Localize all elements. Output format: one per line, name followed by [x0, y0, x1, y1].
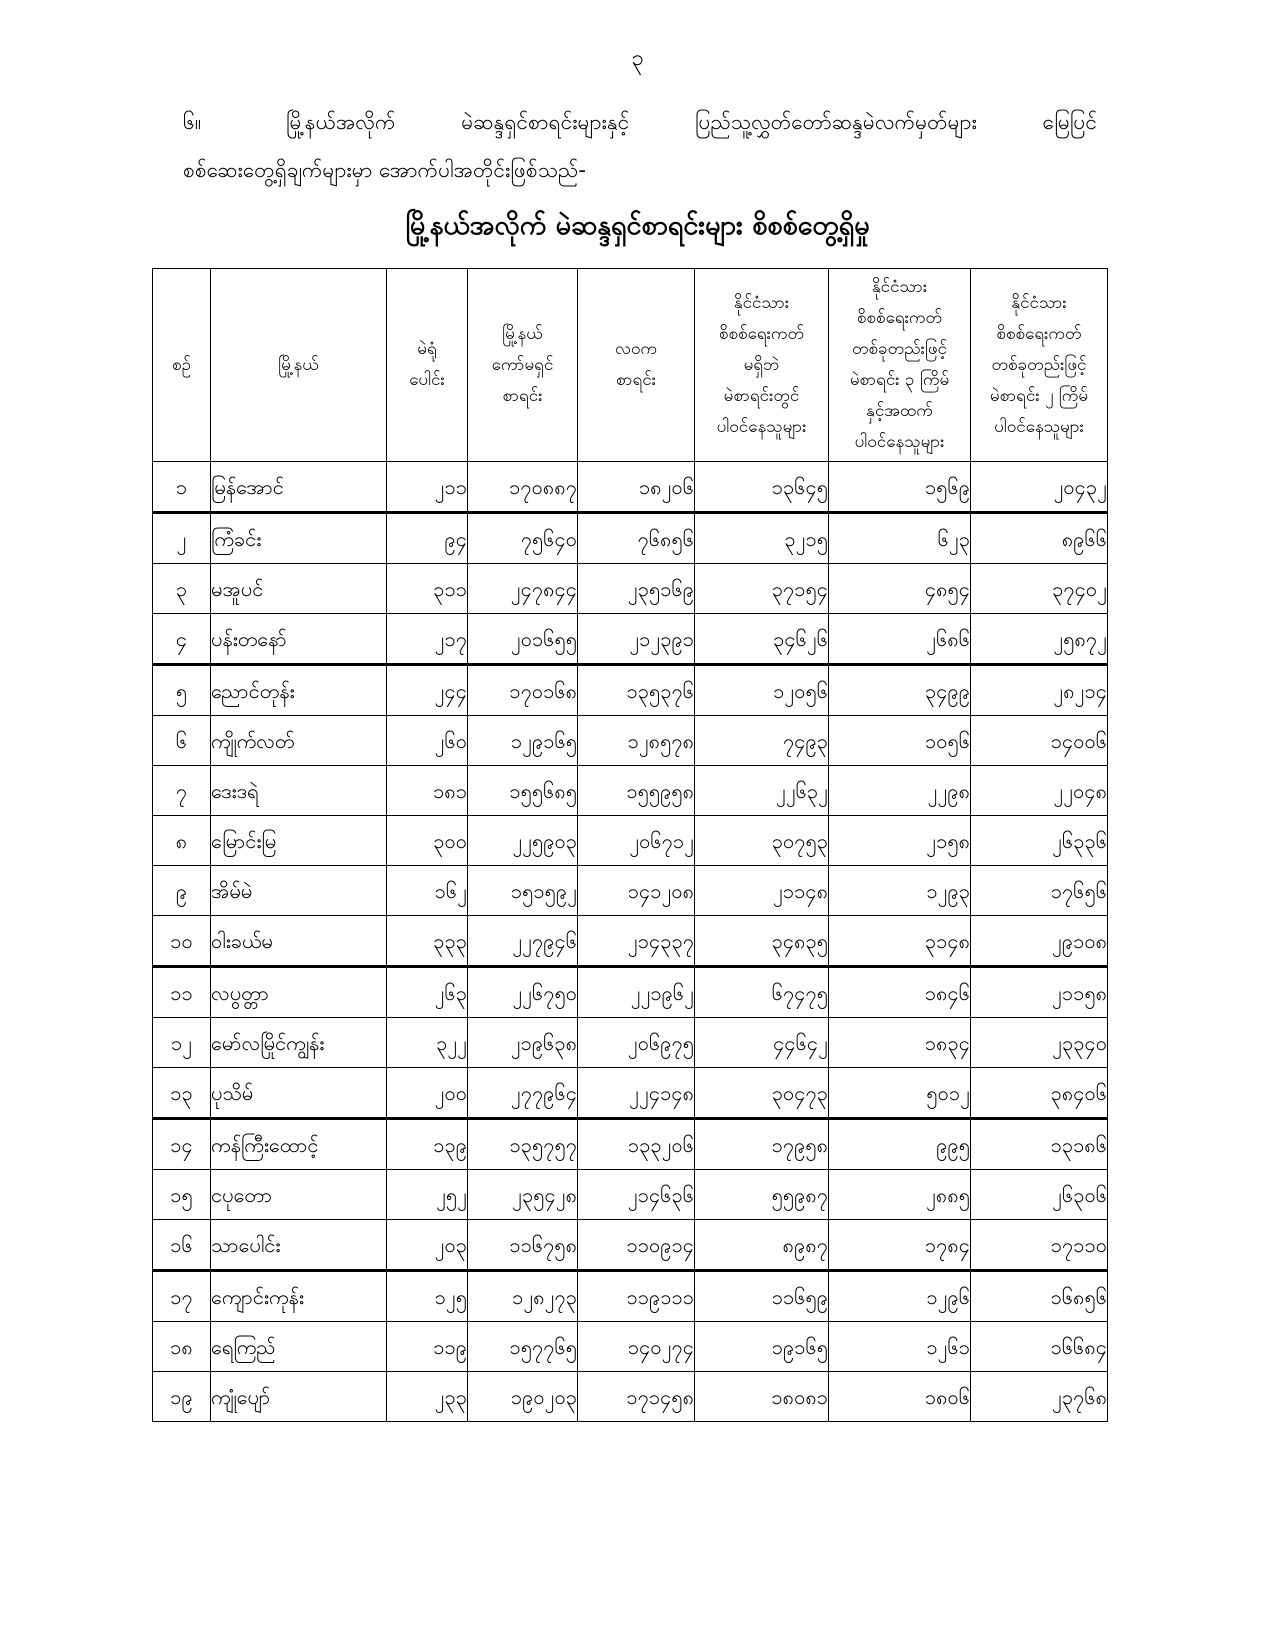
cell-commission-list: ၁၁၆၇၅၈	[468, 1220, 578, 1271]
cell-id-three-plus-times: ၂၂၉၈	[829, 766, 971, 816]
cell-serial: ၁	[153, 462, 211, 513]
cell-id-three-plus-times: ၁၂၉၃	[829, 866, 971, 916]
cell-serial: ၁၉	[153, 1372, 211, 1422]
cell-immigration-list: ၁၁၀၉၁၄	[578, 1220, 695, 1271]
table-row	[153, 462, 1108, 513]
cell-commission-list: ၂၃၅၄၂၈	[468, 1170, 578, 1220]
cell-serial: ၅	[153, 665, 211, 716]
cell-immigration-list: ၁၄၀၂၇၄	[578, 1322, 695, 1372]
cell-polling-stations: ၃၂၂	[387, 1018, 468, 1068]
cell-immigration-list: ၂၁၄၆၃၆	[578, 1170, 695, 1220]
cell-id-three-plus-times: ၂၁၅၈	[829, 816, 971, 866]
header-id-three-plus-times	[829, 269, 971, 462]
table-body	[153, 462, 1108, 1422]
cell-commission-list: ၁၅၇၇၆၅	[468, 1322, 578, 1372]
cell-township: ဒေးဒရဲ	[211, 766, 387, 816]
cell-commission-list: ၁၇၀၈၈၇	[468, 462, 578, 513]
header-label: နိုင်ငံသား စိစစ်ရေးကတ် တစ်ခုတည်းဖြင့် မဲစာရင်း ၂ ကြိမ် ပါဝင်နေသူများ	[989, 292, 1089, 437]
header-township	[211, 269, 387, 462]
cell-no-id-card: ၁၃၆၄၅	[695, 462, 829, 513]
cell-id-two-times: ၂၃၃၄၀	[971, 1018, 1108, 1068]
cell-id-three-plus-times: ၃၄၉၉	[829, 665, 971, 716]
paragraph-line: စစ်ဆေးတွေ့ရှိချက်များမှာ အောက်ပါအတိုင်းဖြစ်သည်-	[183, 158, 586, 182]
cell-id-two-times: ၃၈၄၀၆	[971, 1068, 1108, 1119]
cell-township: ငပုတော	[211, 1170, 387, 1220]
cell-serial: ၈	[153, 816, 211, 866]
cell-immigration-list: ၁၅၅၉၅၈	[578, 766, 695, 816]
cell-serial: ၁၇	[153, 1271, 211, 1322]
cell-polling-stations: ၁၂၅	[387, 1271, 468, 1322]
cell-immigration-list: ၂၁၂၃၉၁	[578, 614, 695, 665]
cell-id-two-times: ၂၉၁၀၈	[971, 916, 1108, 967]
cell-commission-list: ၁၅၅၆၈၅	[468, 766, 578, 816]
cell-commission-list: ၂၂၆၇၅၀	[468, 967, 578, 1018]
table-header-row	[153, 269, 1108, 462]
cell-immigration-list: ၂၃၅၁၆၉	[578, 564, 695, 614]
cell-no-id-card: ၃၀၄၇၃	[695, 1068, 829, 1119]
cell-id-two-times: ၃၇၄၀၂	[971, 564, 1108, 614]
cell-id-two-times: ၂၂၀၄၈	[971, 766, 1108, 816]
header-serial	[153, 269, 211, 462]
cell-immigration-list: ၁၃၅၃၇၆	[578, 665, 695, 716]
header-label: နိုင်ငံသား စိစစ်ရေးကတ် မရှိဘဲ မဲစာရင်းတွင် ပါဝင်နေသူများ	[716, 292, 807, 437]
table-row	[153, 513, 1108, 564]
cell-commission-list: ၁၂၈၂၇၃	[468, 1271, 578, 1322]
cell-id-two-times: ၁၆၆၈၄	[971, 1322, 1108, 1372]
cell-id-two-times: ၂၈၂၁၄	[971, 665, 1108, 716]
table-row	[153, 766, 1108, 816]
voter-list-table	[152, 268, 1108, 1422]
table-row	[153, 866, 1108, 916]
header-no-id-card	[695, 269, 829, 462]
cell-id-three-plus-times: ၂၈၈၅	[829, 1170, 971, 1220]
cell-township: မြန်အောင်	[211, 462, 387, 513]
cell-polling-stations: ၁၈၁	[387, 766, 468, 816]
cell-immigration-list: ၁၂၈၅၇၈	[578, 716, 695, 766]
cell-polling-stations: ၃၁၁	[387, 564, 468, 614]
cell-id-three-plus-times: ၉၉၅	[829, 1119, 971, 1170]
cell-polling-stations: ၂၄၄	[387, 665, 468, 716]
cell-immigration-list: ၂၀၆၉၇၅	[578, 1018, 695, 1068]
cell-id-two-times: ၁၇၁၁၀	[971, 1220, 1108, 1271]
table-row	[153, 1119, 1108, 1170]
cell-polling-stations: ၉၄	[387, 513, 468, 564]
cell-polling-stations: ၃၀၀	[387, 816, 468, 866]
cell-commission-list: ၇၅၆၄၀	[468, 513, 578, 564]
cell-serial: ၁၀	[153, 916, 211, 967]
cell-polling-stations: ၂၁၇	[387, 614, 468, 665]
cell-polling-stations: ၁၆၂	[387, 866, 468, 916]
cell-id-three-plus-times: ၄၈၅၄	[829, 564, 971, 614]
cell-township: ဝါးခယ်မ	[211, 916, 387, 967]
cell-id-three-plus-times: ၁၈၄၆	[829, 967, 971, 1018]
cell-immigration-list: ၂၁၄၃၃၇	[578, 916, 695, 967]
cell-immigration-list: ၁၃၃၂၀၆	[578, 1119, 695, 1170]
cell-serial: ၉	[153, 866, 211, 916]
cell-id-three-plus-times: ၁၈၃၄	[829, 1018, 971, 1068]
cell-id-three-plus-times: ၂၆၈၆	[829, 614, 971, 665]
table-row	[153, 665, 1108, 716]
cell-id-three-plus-times: ၃၁၄၈	[829, 916, 971, 967]
cell-id-two-times: ၂၅၈၇၂	[971, 614, 1108, 665]
cell-township: ကန်ကြီးထောင့်	[211, 1119, 387, 1170]
table-row	[153, 1372, 1108, 1422]
cell-serial: ၆	[153, 716, 211, 766]
cell-polling-stations: ၂၆၀	[387, 716, 468, 766]
cell-township: လပွတ္တာ	[211, 967, 387, 1018]
cell-commission-list: ၁၃၅၇၅၇	[468, 1119, 578, 1170]
cell-immigration-list: ၁၇၁၄၅၈	[578, 1372, 695, 1422]
cell-id-three-plus-times: ၅၀၁၂	[829, 1068, 971, 1119]
cell-township: မော်လမြိုင်ကျွန်း	[211, 1018, 387, 1068]
table-row	[153, 1170, 1108, 1220]
cell-id-two-times: ၁၃၁၈၆	[971, 1119, 1108, 1170]
header-label: လဝက စာရင်း	[614, 339, 658, 390]
cell-id-two-times: ၁၄၀၀၆	[971, 716, 1108, 766]
cell-id-two-times: ၈၉၆၆	[971, 513, 1108, 564]
header-label: နိုင်ငံသား စိစစ်ရေးကတ် တစ်ခုတည်းဖြင့် မဲစာရင်း ၃ ကြိမ် နှင့်အထက် ပါဝင်နေသူများ	[849, 277, 950, 452]
cell-commission-list: ၂၂၇၉၄၆	[468, 916, 578, 967]
cell-township: အိမ်မဲ	[211, 866, 387, 916]
cell-commission-list: ၂၁၉၆၃၈	[468, 1018, 578, 1068]
cell-no-id-card: ၁၈၀၈၁	[695, 1372, 829, 1422]
cell-serial: ၃	[153, 564, 211, 614]
cell-polling-stations: ၁၃၉	[387, 1119, 468, 1170]
table-row	[153, 716, 1108, 766]
cell-township: ပန်းတနော်	[211, 614, 387, 665]
table-row	[153, 916, 1108, 967]
table-row	[153, 1068, 1108, 1119]
cell-commission-list: ၁၅၁၅၉၂	[468, 866, 578, 916]
cell-polling-stations: ၂၆၃	[387, 967, 468, 1018]
cell-id-three-plus-times: ၁၈၀၆	[829, 1372, 971, 1422]
cell-polling-stations: ၃၃၃	[387, 916, 468, 967]
cell-serial: ၂	[153, 513, 211, 564]
cell-immigration-list: ၁၁၉၁၁၁	[578, 1271, 695, 1322]
table-row	[153, 1018, 1108, 1068]
cell-township: မအူပင်	[211, 564, 387, 614]
cell-immigration-list: ၂၂၄၁၄၈	[578, 1068, 695, 1119]
cell-id-three-plus-times: ၁၂၉၆	[829, 1271, 971, 1322]
cell-commission-list: ၂၇၇၉၆၄	[468, 1068, 578, 1119]
cell-serial: ၁၈	[153, 1322, 211, 1372]
cell-id-two-times: ၂၆၃၃၆	[971, 816, 1108, 866]
cell-immigration-list: ၂၀၆၇၁၂	[578, 816, 695, 866]
cell-serial: ၁၁	[153, 967, 211, 1018]
cell-no-id-card: ၃၀၇၅၃	[695, 816, 829, 866]
cell-no-id-card: ၃၇၁၅၄	[695, 564, 829, 614]
header-id-two-times	[971, 269, 1108, 462]
cell-id-three-plus-times: ၁၅၆၉	[829, 462, 971, 513]
header-label: မြို့နယ် ကော်မရှင် စာရင်း	[491, 323, 554, 406]
cell-serial: ၁၃	[153, 1068, 211, 1119]
cell-no-id-card: ၃၄၆၂၆	[695, 614, 829, 665]
header-commission-list	[468, 269, 578, 462]
cell-township: ကျုံပျော်	[211, 1372, 387, 1422]
cell-id-three-plus-times: ၁၂၆၁	[829, 1322, 971, 1372]
header-label: မဲရုံ ပေါင်း	[409, 339, 445, 390]
cell-serial: ၁၅	[153, 1170, 211, 1220]
cell-polling-stations: ၁၁၉	[387, 1322, 468, 1372]
cell-no-id-card: ၁၂၀၅၆	[695, 665, 829, 716]
page-number: ၃	[631, 46, 644, 71]
cell-id-three-plus-times: ၆၂၃	[829, 513, 971, 564]
cell-commission-list: ၂၂၅၉၀၃	[468, 816, 578, 866]
header-label: မြို့နယ်	[278, 354, 319, 375]
cell-township: မြောင်းမြ	[211, 816, 387, 866]
cell-serial: ၁၄	[153, 1119, 211, 1170]
cell-no-id-card: ၁၁၆၅၉	[695, 1271, 829, 1322]
cell-no-id-card: ၁၇၉၅၈	[695, 1119, 829, 1170]
table-title: မြို့နယ်အလိုက် မဲဆန္ဒရှင်စာရင်းများ စိစစ်တွေ့ရှိမှု	[405, 210, 870, 241]
cell-id-two-times: ၁၆၈၅၆	[971, 1271, 1108, 1322]
cell-polling-stations: ၂၀၀	[387, 1068, 468, 1119]
cell-id-two-times: ၁၇၆၅၆	[971, 866, 1108, 916]
cell-township: ပုသိမ်	[211, 1068, 387, 1119]
cell-commission-list: ၂၀၁၆၅၅	[468, 614, 578, 665]
table-row	[153, 1322, 1108, 1372]
cell-no-id-card: ၇၄၉၃	[695, 716, 829, 766]
cell-id-two-times: ၂၀၄၃၂	[971, 462, 1108, 513]
table-row	[153, 614, 1108, 665]
header-label: စဉ်	[172, 354, 191, 375]
cell-id-two-times: ၂၃၇၆၈	[971, 1372, 1108, 1422]
cell-polling-stations: ၂၃၃	[387, 1372, 468, 1422]
cell-polling-stations: ၂၅၂	[387, 1170, 468, 1220]
cell-no-id-card: ၂၁၁၄၈	[695, 866, 829, 916]
cell-serial: ၁၂	[153, 1018, 211, 1068]
cell-id-three-plus-times: ၁၇၈၄	[829, 1220, 971, 1271]
cell-township: သာပေါင်း	[211, 1220, 387, 1271]
cell-township: ကျောင်းကုန်း	[211, 1271, 387, 1322]
cell-id-two-times: ၂၁၁၅၈	[971, 967, 1108, 1018]
table-row	[153, 564, 1108, 614]
cell-immigration-list: ၂၂၁၉၆၂	[578, 967, 695, 1018]
cell-no-id-card: ၄၄၆၄၂	[695, 1018, 829, 1068]
cell-no-id-card: ၃၄၈၃၅	[695, 916, 829, 967]
cell-id-three-plus-times: ၁၀၅၆	[829, 716, 971, 766]
cell-township: ရေကြည်	[211, 1322, 387, 1372]
cell-no-id-card: ၂၂၆၃၂	[695, 766, 829, 816]
cell-polling-stations: ၂၀၃	[387, 1220, 468, 1271]
cell-commission-list: ၁၇၀၁၆၈	[468, 665, 578, 716]
cell-immigration-list: ၁၄၁၂၀၈	[578, 866, 695, 916]
header-polling-stations	[387, 269, 468, 462]
header-immigration-list	[578, 269, 695, 462]
paragraph-number: ၆။	[183, 110, 202, 134]
table-row	[153, 816, 1108, 866]
cell-no-id-card: ၈၉၈၇	[695, 1220, 829, 1271]
cell-township: ကျိုက်လတ်	[211, 716, 387, 766]
cell-no-id-card: ၃၂၁၅	[695, 513, 829, 564]
cell-immigration-list: ၇၆၈၅၆	[578, 513, 695, 564]
cell-no-id-card: ၁၉၁၆၅	[695, 1322, 829, 1372]
table-row	[153, 1220, 1108, 1271]
cell-township: ကြံခင်း	[211, 513, 387, 564]
cell-commission-list: ၁၂၉၁၆၅	[468, 716, 578, 766]
cell-no-id-card: ၅၅၉၈၇	[695, 1170, 829, 1220]
cell-immigration-list: ၁၈၂၀၆	[578, 462, 695, 513]
cell-serial: ၁၆	[153, 1220, 211, 1271]
cell-township: ညောင်တုန်း	[211, 665, 387, 716]
cell-no-id-card: ၆၇၄၇၅	[695, 967, 829, 1018]
cell-serial: ၇	[153, 766, 211, 816]
cell-id-two-times: ၂၆၃၀၆	[971, 1170, 1108, 1220]
cell-polling-stations: ၂၁၁	[387, 462, 468, 513]
paragraph-line: မြို့နယ်အလိုက် မဲဆန္ဒရှင်စာရင်းများနှင့် ပြည်သူ့လွှတ်တော်ဆန္ဒမဲလက်မှတ်များ မြေပြင်	[286, 110, 1097, 134]
table-header	[153, 269, 1108, 462]
table-row	[153, 967, 1108, 1018]
table-row	[153, 1271, 1108, 1322]
cell-serial: ၄	[153, 614, 211, 665]
cell-commission-list: ၁၉၀၂၀၃	[468, 1372, 578, 1422]
cell-commission-list: ၂၄၇၈၄၄	[468, 564, 578, 614]
